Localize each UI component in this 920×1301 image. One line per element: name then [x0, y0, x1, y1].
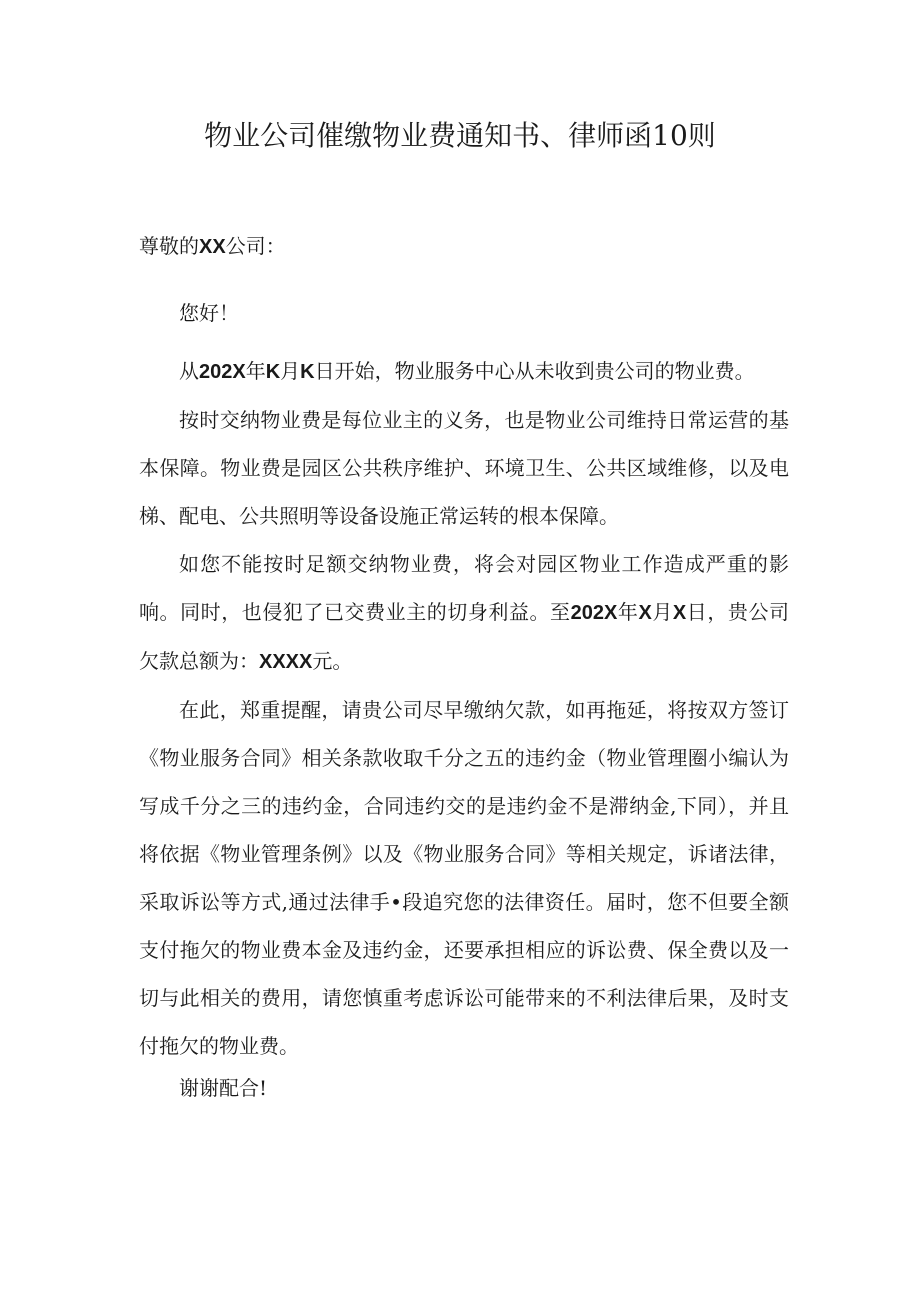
- salutation-company: XX: [199, 236, 226, 258]
- text-run: 年: [617, 600, 639, 624]
- paragraph-overdue: [139, 347, 789, 396]
- text-run: 年: [245, 359, 266, 383]
- salutation-prefix: 尊敬的: [139, 234, 199, 258]
- text-run: 日开始，物业服务中心从未收到贵公司的物业费。: [314, 359, 755, 383]
- impact-month: X: [638, 602, 652, 624]
- overdue-year: 202X: [199, 361, 246, 383]
- text-run: 从: [179, 359, 199, 383]
- overdue-month: K: [265, 361, 281, 383]
- overdue-day: K: [300, 361, 315, 383]
- text-run: 如您不能按时足额交纳物业费，将会对园区物业工作造成严重的影响。同时，也侵犯了已交费业主的切身利益。至: [139, 552, 789, 624]
- document-title: 物业公司催缴物业费通知书、律师函10则: [204, 119, 716, 152]
- greeting: 您好！: [179, 301, 239, 325]
- closing: 谢谢配合!: [179, 1076, 268, 1100]
- paragraph-impact: [139, 540, 789, 686]
- text-run: 元。: [312, 649, 353, 673]
- letter-body: [139, 289, 789, 1070]
- salutation: [139, 226, 286, 267]
- text-run: 月: [280, 359, 301, 383]
- salutation-suffix: 公司：: [225, 234, 286, 258]
- paragraph-obligation: 按时交纳物业费是每位业主的义务，也是物业公司维持日常运营的基本保障。物业费是园区公共秩序维护、环境卫生、公共区域维修，以及电梯、配电、公共照明等设备设施正常运转的根本保障。: [139, 408, 789, 528]
- text-run: 日，贵公司欠款总额为：: [139, 600, 790, 673]
- impact-day: X: [672, 602, 687, 624]
- arrears-amount: XXXX: [259, 651, 313, 673]
- impact-year: 202X: [570, 602, 618, 624]
- text-run: 月: [651, 600, 673, 624]
- paragraph-reminder: 在此，郑重提醒，请贵公司尽早缴纳欠款，如再拖延，将按双方签订《物业服务合同》相关条款收取千分之五的违约金（物业管理圈小编认为写成千分之三的违约金，合同违约交的是违约金不是滞纳金,下同），并且将依据《物业管理条例》以及《物业服务合同》等相关规定，诉诸法律，采取诉讼等方式,通过法律手•段追究您的法律资任。届时，您不但要全额支付拖欠的物业费本金及违约金，还要承担相应的诉讼费、保全费以及一切与此相关的费用，请您慎重考虑诉讼可能带来的不利法律后果，及时支付拖欠的物业费。: [139, 698, 789, 1058]
